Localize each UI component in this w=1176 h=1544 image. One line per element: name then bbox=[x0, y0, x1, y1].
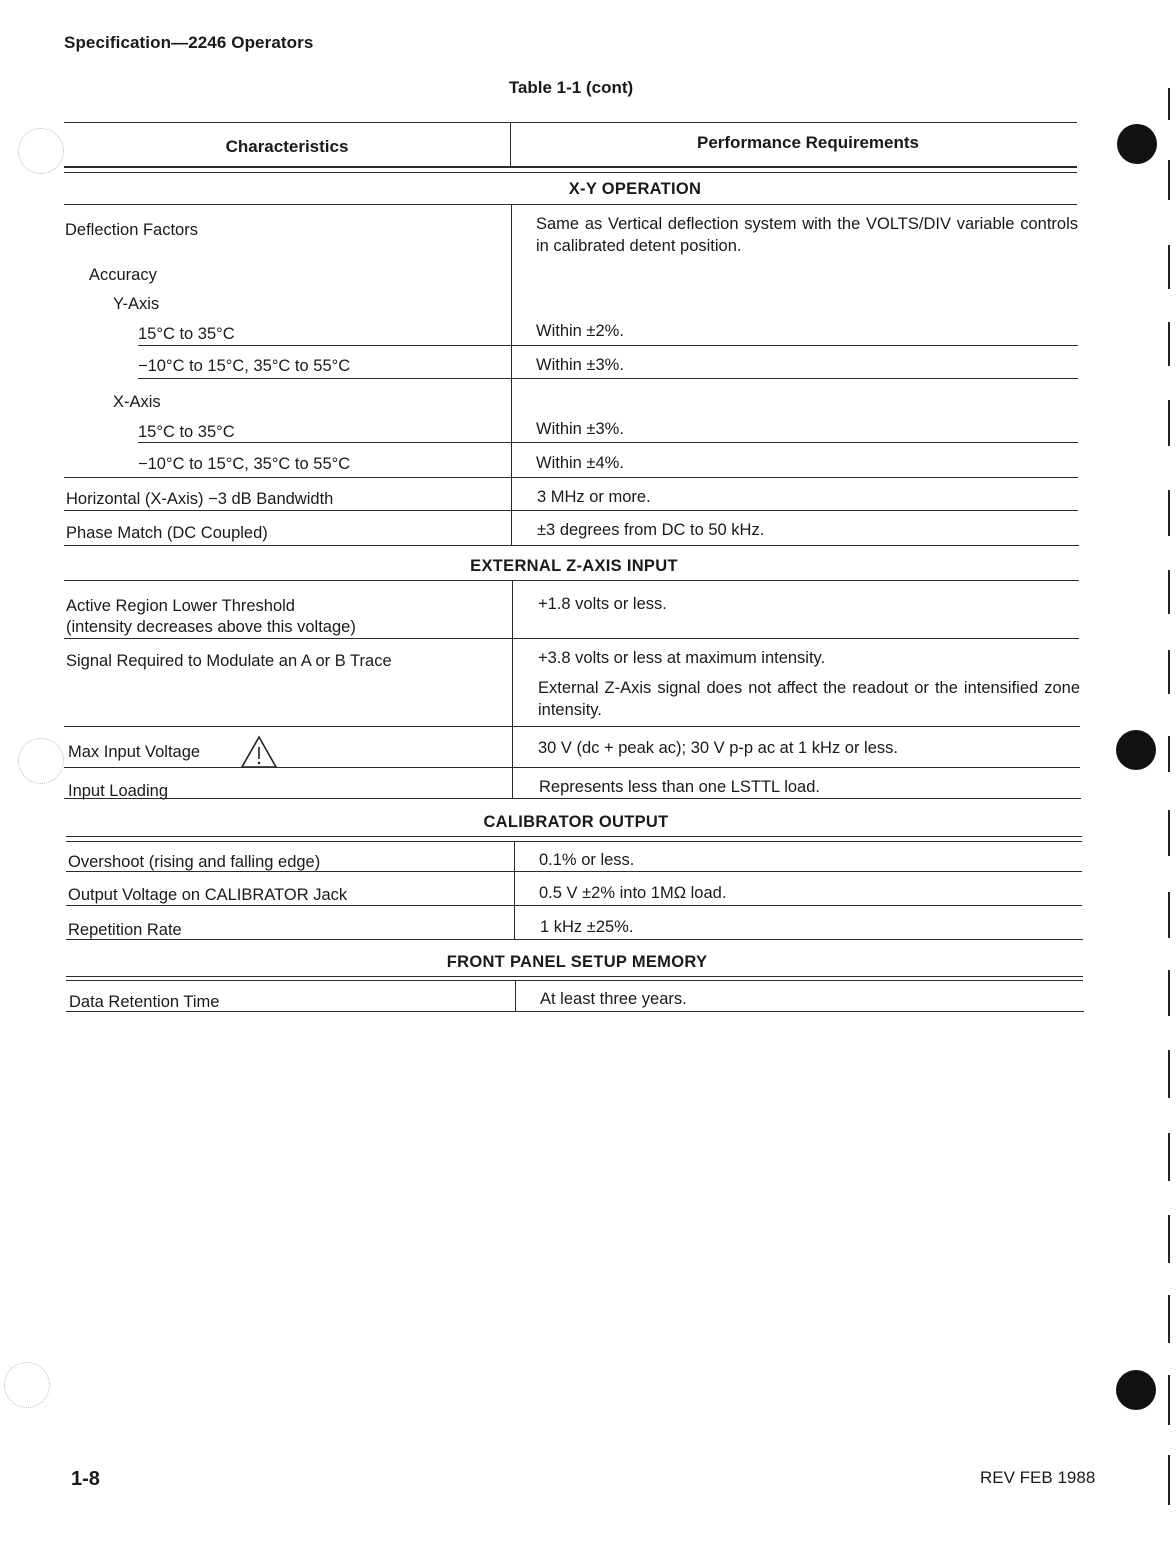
edge-mark bbox=[1168, 490, 1170, 536]
row-rule bbox=[138, 442, 1078, 443]
output-voltage-value: 0.5 V ±2% into 1MΩ load. bbox=[539, 884, 727, 902]
edge-mark bbox=[1168, 810, 1170, 856]
signal-required-value-2: External Z-Axis signal does not affect the readout or the intensified zone intensity. bbox=[538, 679, 1080, 719]
overshoot-label: Overshoot (rising and falling edge) bbox=[68, 853, 321, 871]
column-divider-xy bbox=[511, 204, 512, 546]
overshoot-value: 0.1% or less. bbox=[539, 851, 635, 869]
binder-hole-icon bbox=[1116, 1370, 1156, 1410]
edge-mark bbox=[1168, 160, 1170, 200]
edge-mark bbox=[1168, 1455, 1170, 1505]
section-rule-memory bbox=[66, 976, 1083, 977]
row-rule bbox=[64, 638, 1079, 639]
phase-match-label: Phase Match (DC Coupled) bbox=[66, 524, 268, 542]
table-bottom-rule bbox=[66, 1011, 1084, 1012]
deflection-factors-label: Deflection Factors bbox=[65, 221, 198, 239]
bandwidth-value: 3 MHz or more. bbox=[537, 488, 651, 506]
row-rule bbox=[66, 871, 1082, 872]
header-bottom-rule bbox=[64, 166, 1077, 168]
y-axis-range2-value: Within ±3%. bbox=[536, 356, 624, 374]
x-axis-range2-label: −10°C to 15°C, 35°C to 55°C bbox=[138, 455, 351, 473]
repetition-rate-value: 1 kHz ±25%. bbox=[540, 918, 634, 936]
y-axis-range2-label: −10°C to 15°C, 35°C to 55°C bbox=[138, 357, 351, 375]
row-rule bbox=[64, 477, 1078, 478]
warning-triangle-icon bbox=[240, 735, 278, 769]
max-input-voltage-label: Max Input Voltage bbox=[68, 743, 201, 761]
row-rule bbox=[66, 939, 1083, 940]
header-bottom-rule-2 bbox=[64, 172, 1077, 173]
page-header-title: Specification—2246 Operators bbox=[64, 33, 314, 52]
data-retention-label: Data Retention Time bbox=[69, 993, 220, 1011]
binder-hole-shadow-icon bbox=[18, 738, 64, 784]
row-rule bbox=[64, 798, 1081, 799]
output-voltage-label: Output Voltage on CALIBRATOR Jack bbox=[68, 886, 348, 904]
column-header-characteristics: Characteristics bbox=[225, 137, 349, 156]
input-loading-value: Represents less than one LSTTL load. bbox=[539, 778, 820, 796]
table-caption: Table 1-1 (cont) bbox=[508, 78, 634, 97]
row-rule bbox=[66, 905, 1082, 906]
row-rule bbox=[64, 510, 1078, 511]
input-loading-label: Input Loading bbox=[68, 782, 169, 800]
edge-mark bbox=[1168, 570, 1170, 614]
edge-mark bbox=[1168, 1050, 1170, 1098]
threshold-label-line2: (intensity decreases above this voltage) bbox=[66, 618, 356, 636]
threshold-value: +1.8 volts or less. bbox=[538, 595, 667, 613]
section-title-zaxis: EXTERNAL Z-AXIS INPUT bbox=[470, 557, 678, 575]
edge-mark bbox=[1168, 970, 1170, 1016]
edge-mark bbox=[1168, 245, 1170, 289]
column-divider-zaxis bbox=[512, 580, 513, 798]
column-divider-memory bbox=[515, 980, 516, 1012]
page-number: 1-8 bbox=[71, 1468, 100, 1490]
x-axis-label: X-Axis bbox=[113, 393, 161, 411]
edge-mark bbox=[1168, 1215, 1170, 1263]
x-axis-range2-value: Within ±4%. bbox=[536, 454, 624, 472]
section-rule-zaxis bbox=[64, 580, 1079, 581]
deflection-factors-value: Same as Vertical deflection system with the VOLTS/DIV variable controls in calibrated detent position. bbox=[536, 215, 1078, 255]
x-axis-range1-value: Within ±3%. bbox=[536, 420, 624, 438]
edge-mark bbox=[1168, 736, 1170, 772]
bandwidth-label: Horizontal (X-Axis) −3 dB Bandwidth bbox=[66, 490, 334, 508]
repetition-rate-label: Repetition Rate bbox=[68, 921, 182, 939]
section-rule-calibrator-2 bbox=[66, 841, 1082, 842]
y-axis-range1-value: Within ±2%. bbox=[536, 322, 624, 340]
max-input-voltage-value: 30 V (dc + peak ac); 30 V p-p ac at 1 kHz or less. bbox=[538, 739, 898, 757]
edge-mark bbox=[1168, 1375, 1170, 1425]
edge-mark bbox=[1168, 650, 1170, 694]
revision-date: REV FEB 1988 bbox=[980, 1468, 1096, 1487]
signal-required-value-1: +3.8 volts or less at maximum intensity. bbox=[538, 649, 826, 667]
edge-mark bbox=[1168, 892, 1170, 938]
section-title-memory: FRONT PANEL SETUP MEMORY bbox=[446, 953, 708, 971]
binder-hole-shadow-icon bbox=[4, 1362, 50, 1408]
edge-mark bbox=[1168, 88, 1170, 120]
section-rule-memory-2 bbox=[66, 980, 1083, 981]
edge-mark bbox=[1168, 1295, 1170, 1343]
binder-hole-icon bbox=[1116, 730, 1156, 770]
column-header-performance: Performance Requirements bbox=[696, 133, 920, 152]
y-axis-label: Y-Axis bbox=[113, 295, 160, 313]
row-rule bbox=[138, 378, 1078, 379]
binder-hole-icon bbox=[1117, 124, 1157, 164]
x-axis-range1-label: 15°C to 35°C bbox=[138, 423, 235, 441]
section-rule-calibrator bbox=[66, 836, 1082, 837]
threshold-label-line1: Active Region Lower Threshold bbox=[66, 597, 295, 615]
table-top-rule bbox=[64, 122, 1077, 123]
accuracy-label: Accuracy bbox=[89, 266, 157, 284]
signal-required-label: Signal Required to Modulate an A or B Trace bbox=[66, 652, 392, 670]
edge-mark bbox=[1168, 400, 1170, 446]
edge-mark bbox=[1168, 1133, 1170, 1181]
row-rule bbox=[64, 767, 1080, 768]
phase-match-value: ±3 degrees from DC to 50 kHz. bbox=[537, 521, 765, 539]
row-rule bbox=[138, 345, 1078, 346]
edge-mark bbox=[1168, 322, 1170, 366]
row-rule bbox=[64, 545, 1079, 546]
section-rule-xy bbox=[64, 204, 1077, 205]
data-retention-value: At least three years. bbox=[540, 990, 687, 1008]
row-rule bbox=[64, 726, 1080, 727]
column-divider-calibrator bbox=[514, 841, 515, 939]
section-title-xy: X-Y OPERATION bbox=[568, 180, 702, 198]
y-axis-range1-label: 15°C to 35°C bbox=[138, 325, 235, 343]
binder-hole-shadow-icon bbox=[18, 128, 64, 174]
section-title-calibrator: CALIBRATOR OUTPUT bbox=[483, 813, 669, 831]
